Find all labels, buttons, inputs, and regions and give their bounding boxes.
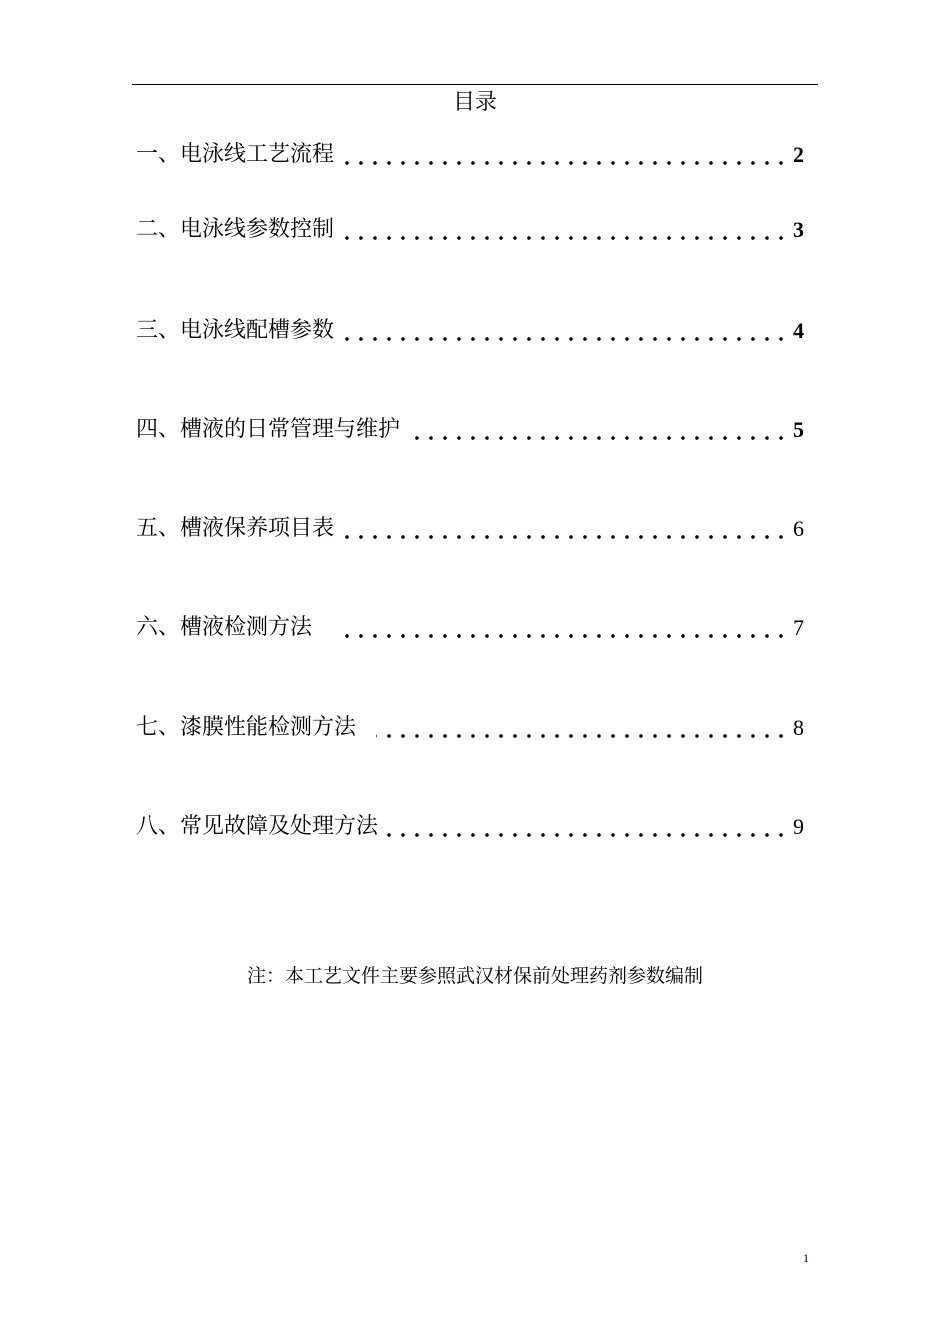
toc-entry-page: 4 [793, 318, 804, 343]
note-text: 注：本工艺文件主要参照武汉材保前处理药剂参数编制 [246, 965, 703, 987]
toc-entry-page: 2 [793, 142, 804, 167]
toc-entry-page: 5 [793, 417, 804, 442]
dot-leader [340, 337, 788, 341]
page-number: 1 [803, 1251, 809, 1265]
toc-entry-6[interactable] [136, 609, 804, 643]
toc-entry-label: 五、槽液保养项目表 [136, 516, 335, 541]
toc-entry-label: 一、电泳线工艺流程 [136, 142, 335, 167]
toc-entry-4[interactable] [136, 411, 804, 445]
dot-leader [382, 833, 788, 837]
dot-leader [336, 634, 788, 638]
dot-leader [406, 436, 788, 440]
dot-leader [376, 734, 788, 738]
toc-entry-label: 二、电泳线参数控制 [136, 217, 335, 242]
toc-entry-label: 七、漆膜性能检测方法 [136, 715, 357, 740]
toc-entry-page: 9 [793, 814, 804, 839]
toc-entry-1[interactable] [136, 136, 804, 170]
toc-entry-2[interactable] [136, 211, 804, 245]
toc-entry-label: 三、电泳线配槽参数 [136, 318, 335, 343]
toc-entry-page: 6 [793, 516, 804, 541]
toc-entry-label: 六、槽液检测方法 [136, 615, 313, 640]
toc-entry-page: 8 [793, 715, 804, 740]
dot-leader [340, 236, 788, 240]
toc-entry-7[interactable] [136, 709, 804, 743]
toc-entry-label: 四、槽液的日常管理与维护 [136, 417, 401, 442]
toc-entry-page: 7 [793, 615, 804, 640]
toc-entry-label: 八、常见故障及处理方法 [136, 814, 379, 839]
toc-entry-page: 3 [793, 217, 804, 242]
toc-entry-8[interactable] [136, 808, 804, 842]
toc-title: 目录 [452, 90, 497, 115]
dot-leader [340, 535, 788, 539]
dot-leader [340, 161, 788, 165]
toc-entry-5[interactable] [136, 510, 804, 544]
toc-entry-3[interactable] [136, 312, 804, 346]
header-rule [132, 84, 818, 85]
